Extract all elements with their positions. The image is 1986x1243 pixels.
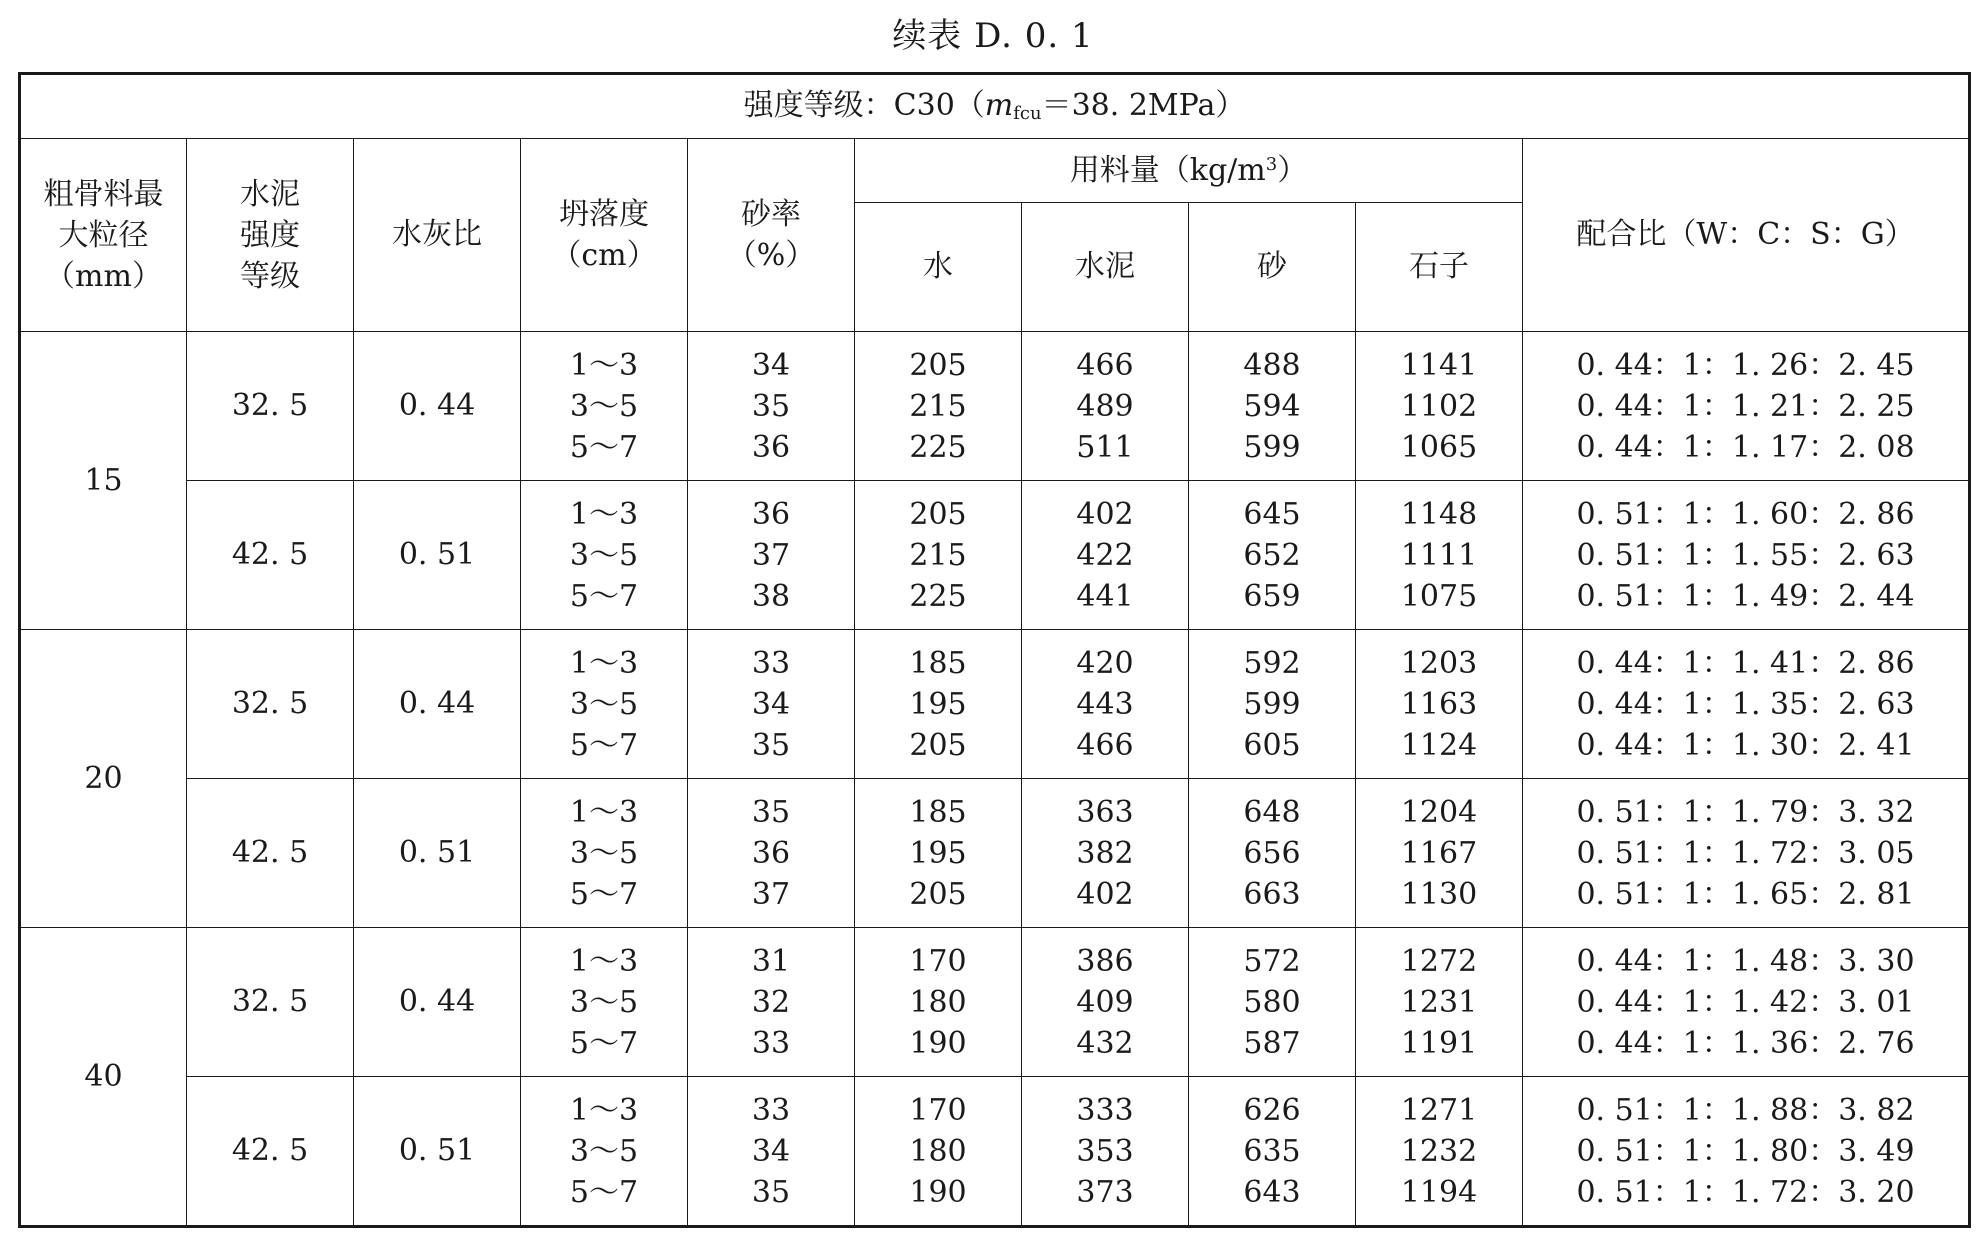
cell-stack [1189,1090,1355,1213]
cement-cell [1022,630,1189,779]
cell-line: 0. 51：1：1. 55：2. 63 [1576,537,1915,573]
cell-line: 587 [1243,1025,1301,1061]
cell-line: 1065 [1400,429,1478,465]
cell-line: 5～7 [569,1174,639,1210]
cell-line: 5～7 [569,429,639,465]
cell-line: 648 [1243,794,1301,830]
sand-ratio-cell [688,1077,855,1227]
cell-line: 205 [909,727,967,763]
cell-line: 1204 [1400,794,1478,830]
cell-stack [521,941,687,1064]
header-slump-line: （cm） [551,238,657,273]
cement-cell [1022,332,1189,481]
wc-ratio-cell: 0. 44 [354,630,521,779]
cell-line: 215 [909,537,967,573]
header-sand: 砂 [1189,203,1356,332]
cell-line: 225 [909,429,967,465]
agg-size-cell: 20 [20,630,187,928]
cement-cell [1022,481,1189,630]
agg-size-cell: 40 [20,928,187,1227]
cell-line: 0. 51：1：1. 80：3. 49 [1576,1133,1915,1169]
cell-line: 422 [1076,537,1134,573]
stone-cell [1356,332,1523,481]
cell-stack [1022,345,1188,468]
cell-line: 180 [909,1133,967,1169]
cell-line: 0. 51：1：1. 72：3. 05 [1576,835,1915,871]
cement-grade-cell: 32. 5 [187,332,354,481]
header-slump-line: 坍落度 [559,197,649,232]
water-cell [855,481,1022,630]
cell-line: 0. 44：1：1. 42：3. 01 [1576,984,1915,1020]
cell-line: 0. 44：1：1. 36：2. 76 [1576,1025,1915,1061]
cell-line: 443 [1076,686,1134,722]
cell-line: 3～5 [569,984,639,1020]
cell-line: 645 [1243,496,1301,532]
header-agg-size [20,139,187,332]
header-grade-line: 水泥 [240,176,300,212]
cell-stack [521,345,687,468]
cell-line: 5～7 [569,1025,639,1061]
cell-line: 170 [909,943,967,979]
header-material-suffix: ） [1277,152,1308,188]
cell-line: 5～7 [569,578,639,614]
mix-ratio-cell [1523,1077,1970,1227]
sand-cell [1189,779,1356,928]
cell-line: 37 [751,876,791,912]
cell-line: 5～7 [569,727,639,763]
cell-line: 432 [1076,1025,1134,1061]
cell-line: 0. 51：1：1. 60：2. 86 [1576,496,1915,532]
mix-ratio-cell [1523,481,1970,630]
cell-line: 1075 [1400,578,1478,614]
stone-cell [1356,630,1523,779]
cell-line: 1～3 [569,645,639,681]
cell-line: 0. 51：1：1. 65：2. 81 [1576,876,1915,912]
stone-cell [1356,481,1523,630]
sand-ratio-cell [688,481,855,630]
cell-line: 38 [751,578,791,614]
cell-line: 3～5 [569,686,639,722]
cell-line: 466 [1076,347,1134,383]
cell-line: 353 [1076,1133,1134,1169]
cell-stack [855,643,1021,766]
cell-line: 599 [1243,686,1301,722]
cell-line: 1141 [1400,347,1478,383]
cell-line: 3～5 [569,537,639,573]
cell-stack [688,494,854,617]
slump-cell [521,928,688,1077]
cell-line: 1148 [1400,496,1478,532]
cell-stack [1356,494,1522,617]
header-grade-line: 等级 [240,258,300,294]
cell-stack [1523,494,1968,617]
cell-line: 1～3 [569,1092,639,1128]
header-stone: 石子 [1356,203,1523,332]
cell-stack [1189,792,1355,915]
cell-line: 190 [909,1025,967,1061]
cell-stack [855,345,1021,468]
cell-line: 36 [751,835,791,871]
cell-line: 185 [909,645,967,681]
cell-stack [1356,345,1522,468]
cell-line: 35 [751,727,791,763]
cell-line: 0. 44：1：1. 17：2. 08 [1576,429,1915,465]
cell-line: 5～7 [569,876,639,912]
wc-ratio-cell: 0. 51 [354,481,521,630]
cell-stack [1189,345,1355,468]
cell-line: 1163 [1400,686,1478,722]
cell-line: 1～3 [569,794,639,830]
cell-line: 659 [1243,578,1301,614]
cell-line: 511 [1076,429,1134,465]
cell-line: 180 [909,984,967,1020]
cell-line: 402 [1076,496,1134,532]
cell-line: 1191 [1400,1025,1478,1061]
cement-cell [1022,779,1189,928]
cell-line: 488 [1243,347,1301,383]
cement-cell [1022,1077,1189,1227]
cell-line: 195 [909,686,967,722]
slump-cell [521,630,688,779]
sand-ratio-cell [688,779,855,928]
cell-line: 0. 44：1：1. 41：2. 86 [1576,645,1915,681]
cell-stack [1523,1090,1968,1213]
cement-grade-cell: 42. 5 [187,481,354,630]
water-cell [855,630,1022,779]
stone-cell [1356,779,1523,928]
header-material-prefix: 用料量（kg/m [1069,152,1266,188]
sand-ratio-cell [688,928,855,1077]
cell-line: 382 [1076,835,1134,871]
strength-m: m [984,88,1014,124]
cell-line: 605 [1243,727,1301,763]
cell-line: 0. 44：1：1. 26：2. 45 [1576,347,1915,383]
cell-line: 652 [1243,537,1301,573]
stone-cell [1356,1077,1523,1227]
cell-line: 0. 44：1：1. 48：3. 30 [1576,943,1915,979]
strength-prefix: 强度等级：C30（ [743,88,985,124]
strength-sub: fcu [1013,103,1042,125]
water-cell [855,779,1022,928]
cell-line: 3～5 [569,835,639,871]
cell-stack [855,1090,1021,1213]
cell-line: 205 [909,876,967,912]
cell-line: 0. 44：1：1. 30：2. 41 [1576,727,1915,763]
strength-grade-row [20,74,1970,139]
header-cement-grade [187,139,354,332]
water-cell [855,1077,1022,1227]
sand-cell [1189,1077,1356,1227]
cell-stack [1022,941,1188,1064]
cell-stack [688,941,854,1064]
cell-line: 1203 [1400,645,1478,681]
cell-line: 626 [1243,1092,1301,1128]
cell-line: 402 [1076,876,1134,912]
cell-stack [521,494,687,617]
cell-line: 373 [1076,1174,1134,1210]
cell-stack [1356,643,1522,766]
header-material-amount [855,139,1523,203]
slump-cell [521,481,688,630]
mix-ratio-cell [1523,779,1970,928]
cell-line: 1271 [1400,1092,1478,1128]
cell-line: 0. 51：1：1. 72：3. 20 [1576,1174,1915,1210]
mix-ratio-cell [1523,630,1970,779]
cell-stack [1523,792,1968,915]
water-cell [855,332,1022,481]
header-agg-line: 大粒径 [58,217,149,253]
header-water: 水 [855,203,1022,332]
cell-stack [688,792,854,915]
mix-ratio-cell [1523,928,1970,1077]
cell-line: 33 [751,645,791,681]
header-mix-ratio: 配合比（W：C：S：G） [1523,139,1970,332]
cell-line: 594 [1243,388,1301,424]
cell-line: 386 [1076,943,1134,979]
cell-stack [521,1090,687,1213]
cell-line: 1102 [1400,388,1478,424]
cell-line: 420 [1076,645,1134,681]
slump-cell [521,779,688,928]
mix-proportion-table [18,72,1971,1228]
cell-line: 32 [751,984,791,1020]
header-cement: 水泥 [1022,203,1189,332]
cell-line: 656 [1243,835,1301,871]
slump-cell [521,1077,688,1227]
cell-line: 34 [751,686,791,722]
cell-line: 1130 [1400,876,1478,912]
sand-ratio-cell [688,630,855,779]
cell-stack [1356,792,1522,915]
cell-line: 663 [1243,876,1301,912]
cell-line: 215 [909,388,967,424]
cell-line: 185 [909,794,967,830]
water-cell [855,928,1022,1077]
cell-stack [1022,494,1188,617]
cement-cell [1022,928,1189,1077]
cell-stack [1189,494,1355,617]
cell-line: 599 [1243,429,1301,465]
cell-line: 205 [909,496,967,532]
wc-ratio-cell: 0. 44 [354,928,521,1077]
cell-stack [521,643,687,766]
header-wc-ratio: 水灰比 [354,139,521,332]
cell-stack [1022,1090,1188,1213]
cell-line: 36 [751,429,791,465]
table-row [20,779,1970,928]
cell-line: 225 [909,578,967,614]
cell-line: 572 [1243,943,1301,979]
header-agg-line: 粗骨料最 [43,176,164,212]
header-sand-ratio [688,139,855,332]
header-agg-line: （mm） [45,258,162,294]
sand-ratio-cell [688,332,855,481]
cell-stack [1523,941,1968,1064]
cell-stack [1356,1090,1522,1213]
cell-stack [1523,345,1968,468]
cell-line: 363 [1076,794,1134,830]
cell-line: 31 [751,943,791,979]
cell-line: 37 [751,537,791,573]
cell-line: 441 [1076,578,1134,614]
table-row [20,481,1970,630]
cell-line: 33 [751,1092,791,1128]
cell-line: 170 [909,1092,967,1128]
sand-cell [1189,630,1356,779]
cell-line: 643 [1243,1174,1301,1210]
table-title: 续表 D. 0. 1 [892,16,1094,56]
cell-stack [855,792,1021,915]
cell-line: 1～3 [569,347,639,383]
wc-ratio-cell: 0. 44 [354,332,521,481]
cell-line: 1194 [1400,1174,1478,1210]
mix-ratio-cell [1523,332,1970,481]
sand-cell [1189,332,1356,481]
cement-grade-cell: 32. 5 [187,928,354,1077]
cell-stack [1022,643,1188,766]
cell-line: 3～5 [569,388,639,424]
cell-line: 35 [751,388,791,424]
cell-line: 1272 [1400,943,1478,979]
cell-stack [688,643,854,766]
cell-line: 35 [751,1174,791,1210]
cell-line: 1167 [1400,835,1478,871]
cell-stack [855,941,1021,1064]
cell-line: 190 [909,1174,967,1210]
cell-line: 1124 [1400,727,1478,763]
wc-ratio-cell: 0. 51 [354,779,521,928]
cell-line: 635 [1243,1133,1301,1169]
cement-grade-cell: 42. 5 [187,779,354,928]
cell-line: 195 [909,835,967,871]
cell-line: 1～3 [569,943,639,979]
cell-line: 0. 44：1：1. 21：2. 25 [1576,388,1915,424]
cell-line: 0. 44：1：1. 35：2. 63 [1576,686,1915,722]
cell-stack [1189,643,1355,766]
cell-line: 489 [1076,388,1134,424]
cell-line: 0. 51：1：1. 79：3. 32 [1576,794,1915,830]
strength-suffix: ＝38. 2MPa） [1041,88,1246,124]
slump-cell [521,332,688,481]
table-row [20,1077,1970,1227]
cell-stack [1356,941,1522,1064]
header-grade-line: 强度 [240,217,300,253]
cell-line: 1232 [1400,1133,1478,1169]
table-row [20,630,1970,779]
sand-cell [1189,481,1356,630]
cell-line: 466 [1076,727,1134,763]
cell-stack [688,1090,854,1213]
cell-line: 0. 51：1：1. 49：2. 44 [1576,578,1915,614]
cell-line: 580 [1243,984,1301,1020]
cell-line: 33 [751,1025,791,1061]
cement-grade-cell: 32. 5 [187,630,354,779]
agg-size-cell: 15 [20,332,187,630]
cell-line: 1231 [1400,984,1478,1020]
header-material-sup: 3 [1265,153,1278,175]
cell-line: 3～5 [569,1133,639,1169]
cell-stack [521,792,687,915]
header-sand-ratio-line: （%） [726,238,816,273]
cell-line: 592 [1243,645,1301,681]
cell-line: 35 [751,794,791,830]
table-row [20,928,1970,1077]
header-sand-ratio-line: 砂率 [741,197,801,232]
cell-stack [855,494,1021,617]
cell-stack [1189,941,1355,1064]
cell-line: 1111 [1400,537,1478,573]
cell-line: 34 [751,347,791,383]
cell-line: 0. 51：1：1. 88：3. 82 [1576,1092,1915,1128]
cell-line: 333 [1076,1092,1134,1128]
cell-line: 36 [751,496,791,532]
stone-cell [1356,928,1523,1077]
table-row [20,332,1970,481]
header-slump [521,139,688,332]
cell-stack [1523,643,1968,766]
cell-line: 34 [751,1133,791,1169]
cell-line: 205 [909,347,967,383]
cell-stack [1022,792,1188,915]
cell-line: 1～3 [569,496,639,532]
wc-ratio-cell: 0. 51 [354,1077,521,1227]
cement-grade-cell: 42. 5 [187,1077,354,1227]
sand-cell [1189,928,1356,1077]
cell-stack [688,345,854,468]
cell-line: 409 [1076,984,1134,1020]
